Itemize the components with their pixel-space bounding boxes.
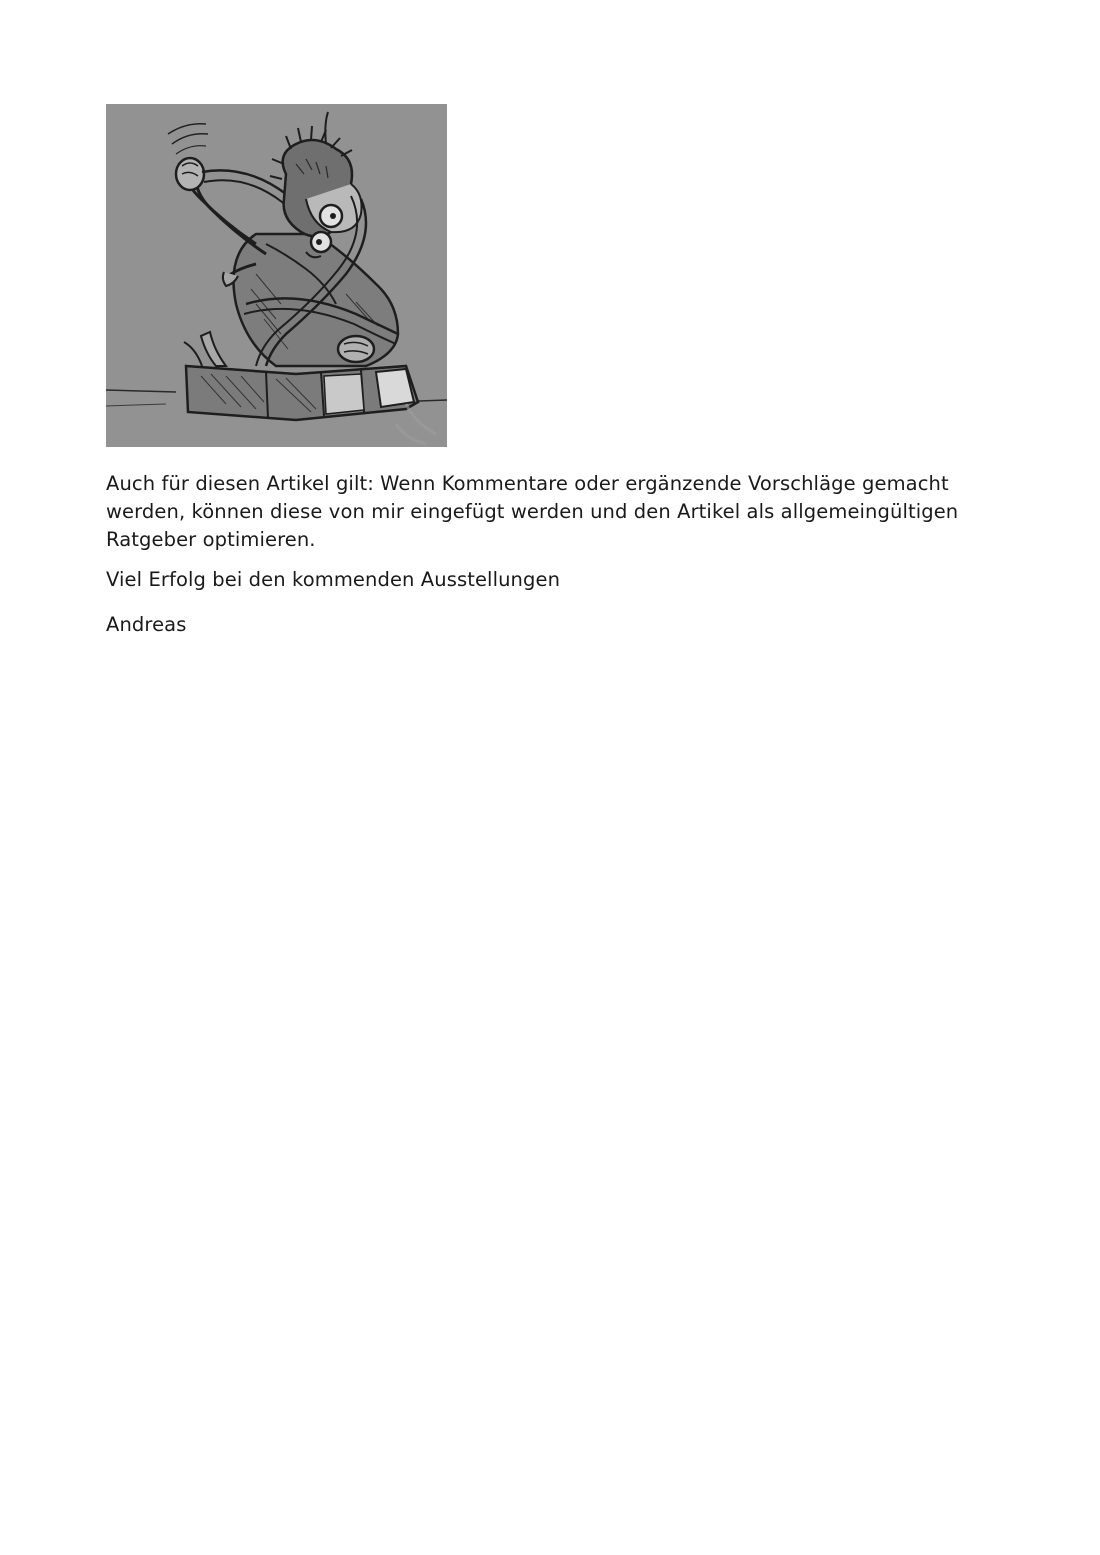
closing-note-paragraph: Auch für diesen Artikel gilt: Wenn Kommentare oder ergänzende Vorschläge gemacht werden, können diese von mir eingefügt werden und den Artikel als allgemeingültigen Ratgeber optimieren. (106, 472, 959, 551)
cartoon-man-tangled-in-tape-icon (106, 104, 447, 447)
text-block (106, 470, 1006, 651)
author-signature: Andreas (106, 613, 187, 636)
cartoon-illustration (106, 104, 447, 447)
farewell-line: Viel Erfolg bei den kommenden Ausstellungen (106, 568, 561, 591)
